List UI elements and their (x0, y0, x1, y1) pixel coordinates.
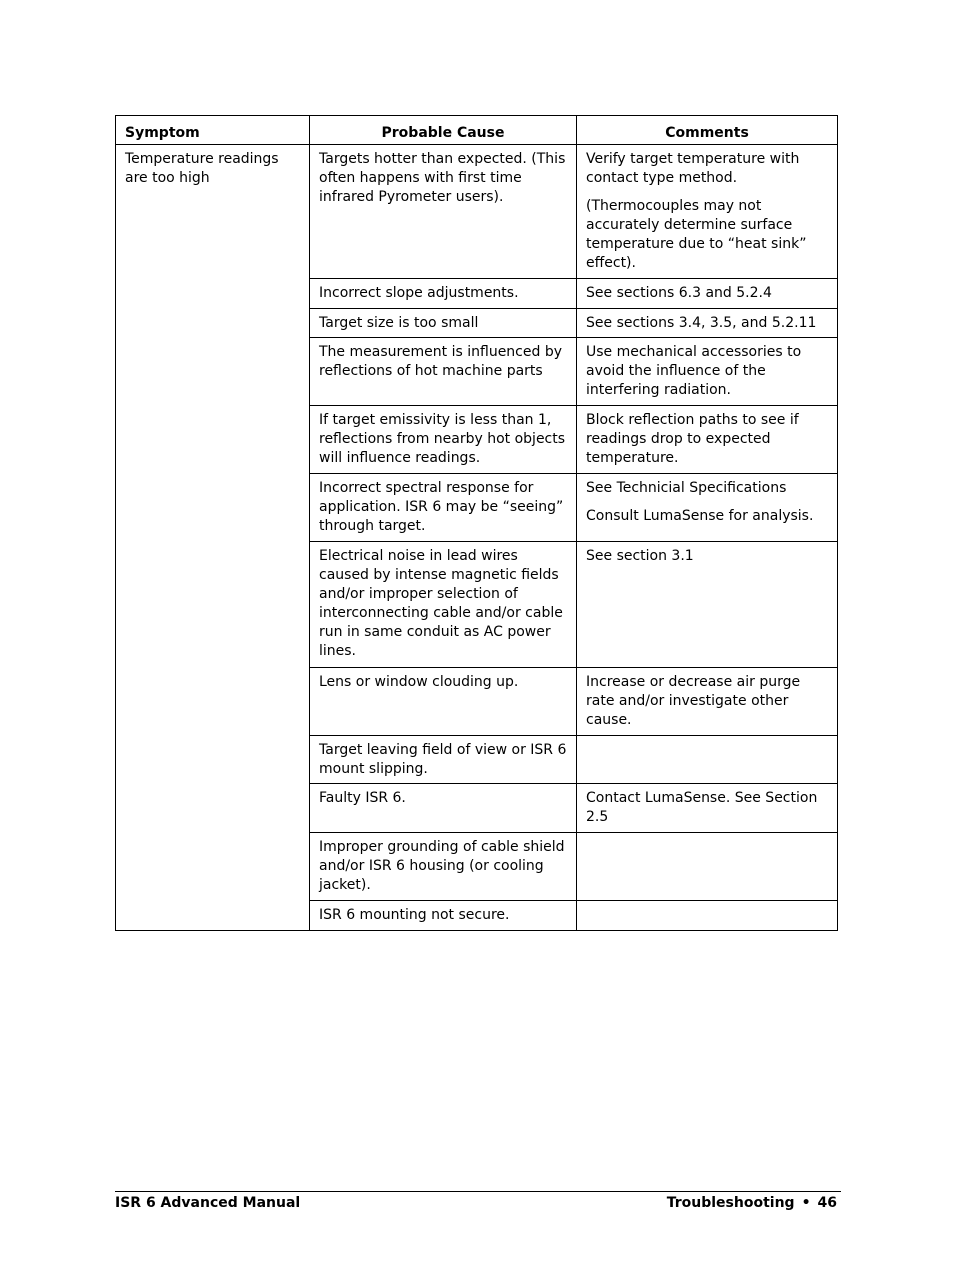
comment-cell (577, 833, 838, 901)
comment-cell: See sections 3.4, 3.5, and 5.2.11 (577, 309, 838, 338)
footer-section-name: Troubleshooting (666, 1195, 795, 1211)
table-header-row (116, 116, 838, 145)
footer-manual-title: ISR 6 Advanced Manual (115, 1195, 301, 1211)
cause-cell: The measurement is influenced by reflections of hot machine parts (310, 338, 577, 406)
comment-cell (577, 145, 838, 279)
cause-cell: If target emissivity is less than 1, reflections from nearby hot objects will influence readings. (310, 406, 577, 474)
comment-cell: Contact LumaSense. See Section 2.5 (577, 784, 838, 833)
comment-cell: Increase or decrease air purge rate and/or investigate other cause. (577, 668, 838, 736)
cause-cell: Lens or window clouding up. (310, 668, 577, 736)
page-number: 46 (817, 1195, 837, 1211)
comment-cell (577, 736, 838, 784)
comment-text: Verify target temperature with contact type method. (586, 151, 800, 186)
cause-cell: ISR 6 mounting not secure. (310, 901, 577, 931)
comment-cell: See sections 6.3 and 5.2.4 (577, 279, 838, 309)
troubleshooting-table (115, 115, 838, 931)
page-footer (115, 1191, 841, 1211)
footer-section-page (667, 1195, 837, 1211)
symptom-cell: Temperature readings are too high (116, 145, 310, 931)
cause-cell: Electrical noise in lead wires caused by intense magnetic fields and/or improper selection of interconnecting cable and/or cable run in same conduit as AC power lines. (310, 542, 577, 668)
cause-cell: Incorrect spectral response for application. ISR 6 may be “seeing” through target. (310, 474, 577, 542)
comment-cell (577, 901, 838, 931)
footer-bullet: • (801, 1195, 811, 1211)
comment-cell: See section 3.1 (577, 542, 838, 668)
header-probable-cause: Probable Cause (310, 116, 577, 145)
header-comments: Comments (577, 116, 838, 145)
cause-cell: Targets hotter than expected. (This often happens with first time infrared Pyrometer users). (310, 145, 577, 279)
header-symptom: Symptom (116, 116, 310, 145)
comment-cell (577, 474, 838, 542)
comment-text: (Thermocouples may not accurately determine surface temperature due to “heat sink” effect). (586, 198, 807, 271)
comment-text: Consult LumaSense for analysis. (586, 508, 814, 524)
cause-cell: Target leaving field of view or ISR 6 mount slipping. (310, 736, 577, 784)
cause-cell: Incorrect slope adjustments. (310, 279, 577, 309)
comment-cell: Use mechanical accessories to avoid the influence of the interfering radiation. (577, 338, 838, 406)
cause-cell: Faulty ISR 6. (310, 784, 577, 833)
cause-cell: Target size is too small (310, 309, 577, 338)
table-row (116, 145, 838, 279)
comment-cell: Block reflection paths to see if readings drop to expected temperature. (577, 406, 838, 474)
comment-text: See Technicial Specifications (586, 480, 787, 496)
cause-cell: Improper grounding of cable shield and/or ISR 6 housing (or cooling jacket). (310, 833, 577, 901)
